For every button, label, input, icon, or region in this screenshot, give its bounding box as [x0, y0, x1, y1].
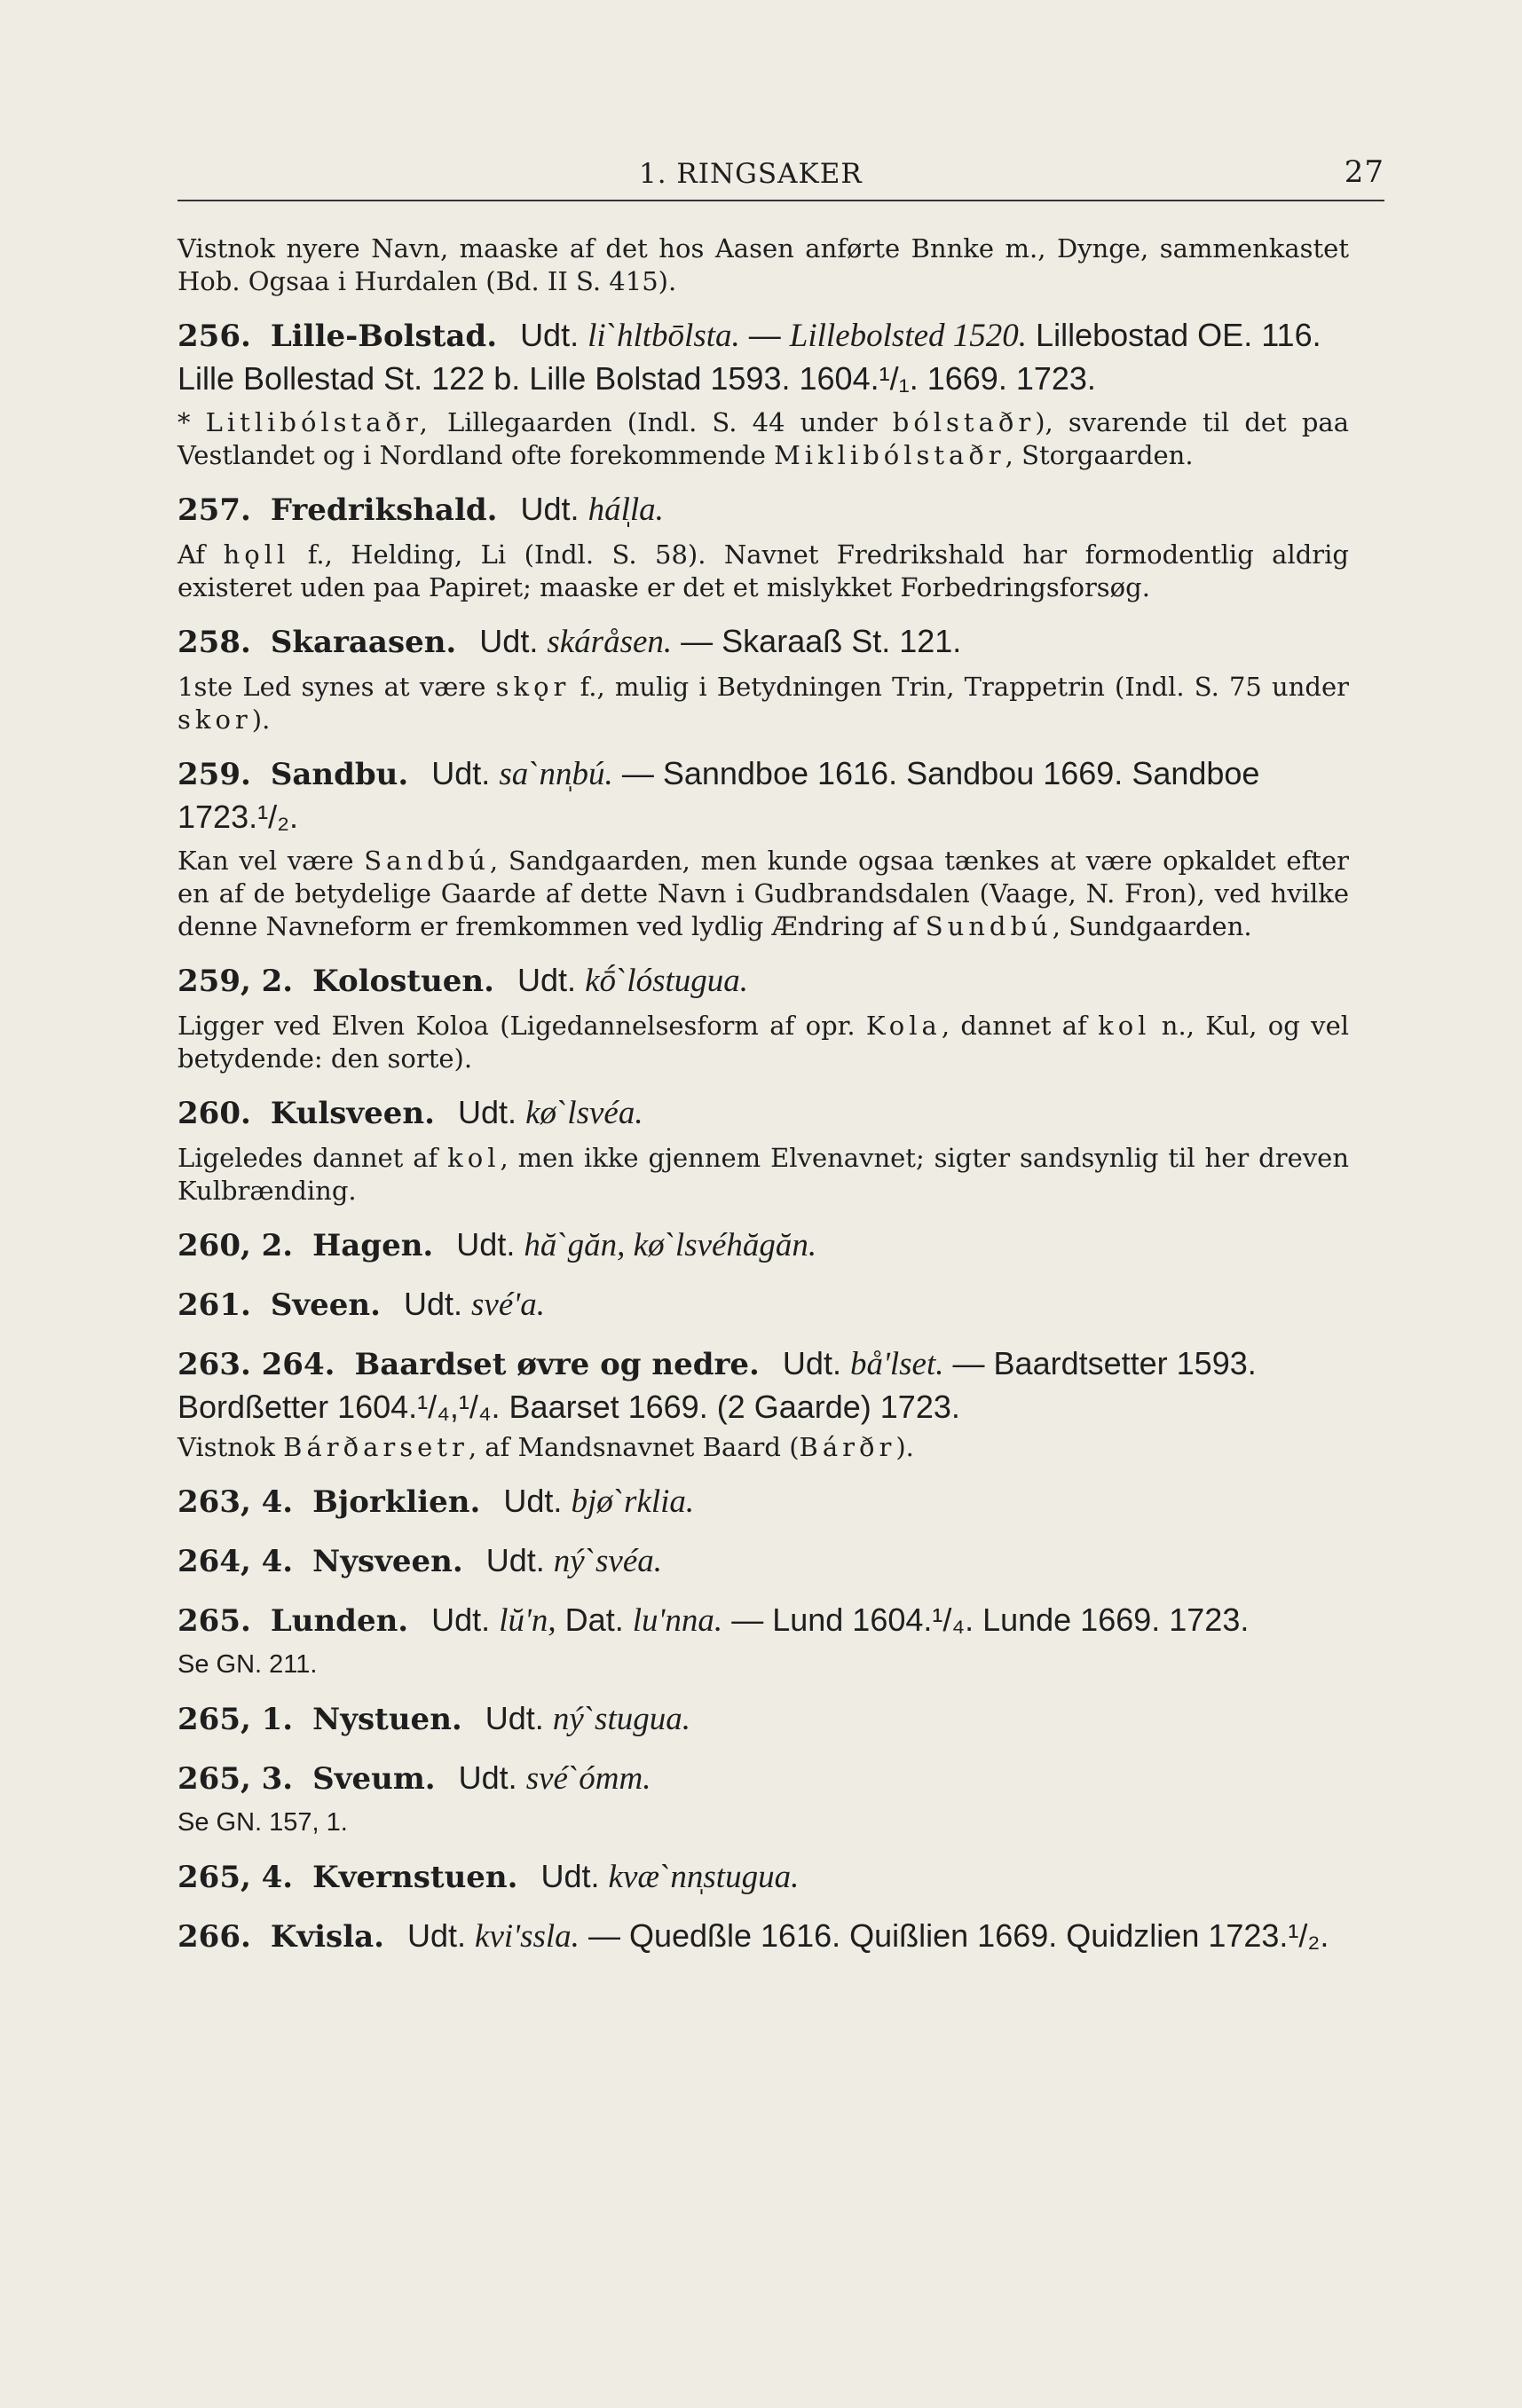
historic-form: Lille Bolstad 1593. [529, 360, 791, 397]
note-text: Vistnok [177, 1432, 284, 1462]
entry-note [177, 539, 1349, 604]
pronunciation: nýˋstugua. [552, 1701, 690, 1737]
entry-note [177, 406, 1349, 472]
entry-number: 258. [177, 625, 251, 660]
old-norse-form: kol [1098, 1011, 1151, 1041]
entry-number: 266. [177, 1919, 251, 1955]
note-text: 1ste Led synes at være [177, 672, 496, 702]
entry-heading [177, 959, 1349, 1003]
page-number: 27 [1344, 154, 1384, 190]
entry-heading [177, 1539, 1349, 1583]
entry-note [177, 845, 1349, 943]
note-text: , men ikke gjennem Elvenavnet; sigter sandsynlig til her dreven Kulbrænding. [177, 1143, 1349, 1206]
historic-forms: Lund 1604.¹/₄. Lunde 1669. 1723. [772, 1601, 1250, 1638]
entry-number: 265, 3. [177, 1761, 294, 1797]
entry-name: Nystuen. [312, 1702, 462, 1737]
header-rule [177, 200, 1384, 201]
entry-heading [177, 1224, 1349, 1267]
historic-ref: 1604.¹/₁. 1669. 1723. [799, 360, 1096, 397]
entry-heading [177, 1855, 1349, 1899]
entry-heading [177, 620, 1349, 664]
entry-number: 263. 264. [177, 1347, 335, 1382]
cross-reference: Se GN. 157, 1. [177, 1808, 348, 1837]
note-text: Lillegaarden (Indl. S. 44 under [431, 407, 893, 437]
historic-forms: Quedßle 1616. Quißlien 1669. Quidzlien 1723.¹/₂. [628, 1917, 1329, 1954]
note-text: Af [177, 539, 224, 570]
pronunciation: skáråsen. [547, 624, 673, 660]
entry-265 [177, 1599, 1349, 1681]
entry-265-3 [177, 1757, 1349, 1839]
entry-heading [177, 1283, 1349, 1326]
entry-note [177, 1142, 1349, 1208]
entry-265-1 [177, 1697, 1349, 1741]
note-text: f., Helding, Li (Indl. S. 58). Navnet Fredrikshald har formodentlig aldrig existeret uden paa Papiret; maaske er det et mislykket Forbedringsforsøg. [177, 539, 1349, 602]
entry-number: 264, 4. [177, 1544, 294, 1579]
entry-number: 263, 4. [177, 1484, 294, 1520]
pronunciation: nýˋsvéa. [553, 1543, 663, 1579]
entry-note [177, 1010, 1349, 1075]
note-text: f., mulig i Betydningen Trin, Trappetrin (Indl. S. 75 under [570, 672, 1349, 702]
pronunciation: bjøˋrklia. [571, 1483, 695, 1520]
pronunciation: svéˋómm. [525, 1760, 651, 1797]
pronunciation: svéʹa. [471, 1287, 545, 1323]
intro-paragraph: Vistnok nyere Navn, maaske af det hos Aasen anførte Bnnke m., Dynge, sammenkastet Hob. Ogsaa i Hurdalen (Bd. II S. 415). [177, 233, 1349, 296]
entry-heading [177, 1342, 1349, 1428]
udt-label: Udt. [458, 1759, 517, 1796]
entry-heading [177, 752, 1349, 838]
old-norse-form: Kola [865, 1011, 942, 1041]
udt-label: Udt. [431, 1601, 491, 1638]
entry-name: Fredrikshald. [270, 492, 498, 528]
entry-name: Nysveen. [312, 1544, 463, 1579]
old-norse-form: skǫr [495, 672, 571, 702]
udt-label: Udt. [403, 1286, 463, 1322]
udt-label: Udt. [485, 1700, 544, 1736]
old-norse-form: Litlibólstaðr, [205, 407, 432, 437]
entry-263-264 [177, 1342, 1349, 1464]
entry-name: Lille-Bolstad. [270, 319, 498, 354]
pronunciation: liˋhltbōlsta. [588, 318, 740, 354]
note-text: , Sandgaarden, men kunde ogsaa tænkes at være opkaldet efter en af de betydelige Gaarde af dette Navn i Gudbrandsdalen (Vaage, N. Fron), ved hvilke denne Navneform er fremkommen ved lydlig Ændring af [177, 846, 1349, 941]
dash: — [588, 1917, 620, 1954]
dative-label: Dat. [564, 1601, 624, 1638]
chapter-title: 1. RINGSAKER [639, 158, 863, 190]
entry-number: 256. [177, 319, 251, 354]
entry-number: 259. [177, 757, 251, 792]
entry-name: Baardset øvre og nedre. [354, 1347, 760, 1382]
entry-265-4 [177, 1855, 1349, 1899]
entry-name: Skaraasen. [270, 625, 457, 660]
note-text: , af Mandsnavnet Baard ( [468, 1432, 800, 1462]
entry-heading [177, 1480, 1349, 1523]
entry-note [177, 671, 1349, 736]
entry-name: Sveum. [312, 1761, 436, 1797]
udt-label: Udt. [517, 962, 577, 998]
old-norse-form: kol [447, 1143, 501, 1173]
old-norse-form: Miklibólstaðr [774, 440, 1005, 470]
entry-256 [177, 314, 1349, 472]
entry-number: 260. [177, 1096, 251, 1131]
note-text: Kan vel være [177, 846, 365, 876]
pronunciation: saˋnn̩bú. [499, 756, 613, 792]
old-norse-form: skor [177, 704, 252, 735]
entry-266 [177, 1915, 1349, 1958]
entry-heading [177, 1915, 1349, 1958]
pronunciation-dative: luʹnna. [632, 1602, 723, 1639]
running-header [177, 149, 1384, 193]
entry-name: Kulsveen. [270, 1096, 435, 1131]
entry-name: Sveen. [270, 1287, 381, 1323]
entry-name: Lunden. [270, 1603, 409, 1639]
entry-heading [177, 488, 1349, 531]
entry-260 [177, 1091, 1349, 1208]
entry-258 [177, 620, 1349, 736]
note-text: , Sundgaarden. [1052, 911, 1252, 941]
entry-name: Kolostuen. [312, 964, 494, 999]
entry-number: 257. [177, 492, 251, 528]
udt-label: Udt. [458, 1094, 517, 1130]
note-text: Ligger ved Elven Koloa (Ligedannelsesform af opr. [177, 1011, 866, 1041]
old-norse-form: Sundbú [925, 911, 1053, 941]
historic-form: Skaraaß St. 121. [722, 623, 962, 659]
udt-label: Udt. [503, 1483, 563, 1519]
entry-name: Kvernstuen. [312, 1860, 518, 1895]
entry-name: Sandbu. [270, 757, 409, 792]
note-text: n., Kul, og vel betydende: den sorte). [177, 1011, 1349, 1074]
entry-number: 265, 4. [177, 1860, 294, 1895]
entry-heading [177, 1697, 1349, 1741]
note-text: , Storgaarden. [1005, 440, 1194, 470]
dash: — [952, 1345, 985, 1381]
entry-number: 265. [177, 1603, 251, 1639]
pronunciation: køˋlsvéa. [525, 1095, 643, 1131]
pronunciation: kviʹssla. [475, 1918, 580, 1955]
note-text: ). [895, 1432, 914, 1462]
historic-form: Lille Bollestad St. 122 b. [177, 360, 521, 397]
udt-label: Udt. [540, 1858, 600, 1894]
note-text: Ligeledes dannet af [177, 1143, 448, 1173]
udt-label: Udt. [456, 1226, 516, 1263]
udt-label: Udt. [431, 755, 491, 791]
udt-label: Udt. [782, 1345, 841, 1381]
pronunciation: kvæˋnn̩stugua. [608, 1859, 800, 1895]
old-norse-form: hǫll [223, 539, 290, 570]
pronunciation: lŭʹn, [499, 1602, 556, 1639]
entry-name: Hagen. [312, 1228, 434, 1263]
entry-257 [177, 488, 1349, 604]
entry-259-2 [177, 959, 1349, 1075]
old-norse-form: Sandbú [364, 846, 490, 876]
dash: — [748, 317, 781, 353]
entry-heading [177, 1091, 1349, 1135]
entry-heading [177, 1599, 1349, 1642]
entry-264-4 [177, 1539, 1349, 1583]
entry-note [177, 1431, 1349, 1464]
entry-number: 260, 2. [177, 1228, 294, 1263]
page-body [177, 232, 1349, 1958]
entry-259 [177, 752, 1349, 943]
entry-number: 261. [177, 1287, 251, 1323]
pronunciation: hál̩la. [588, 492, 664, 528]
udt-label: Udt. [520, 317, 580, 353]
udt-label: Udt. [520, 491, 580, 527]
entry-number: 259, 2. [177, 964, 294, 999]
historic-ref: Lillebostad OE. 116. [1036, 317, 1321, 353]
entry-heading [177, 1757, 1349, 1800]
udt-label: Udt. [407, 1917, 467, 1954]
entry-name: Kvisla. [270, 1919, 384, 1955]
dash: — [681, 623, 714, 659]
entry-263-4 [177, 1480, 1349, 1523]
note-text: ). [251, 704, 271, 735]
cross-reference: Se GN. 211. [177, 1650, 318, 1679]
old-norse-form: Bárðr [799, 1432, 896, 1462]
historic-forms: Baardtsetter 1593. Bordßetter 1604.¹/₄,¹/₄. Baarset 1669. (2 Gaarde) 1723. [177, 1345, 1257, 1425]
pronunciation: kṓˋlóstugua. [585, 963, 749, 999]
note-text: ), svarende til det paa Vestlandet og i Nordland ofte forekommende [177, 407, 1349, 470]
entry-heading [177, 314, 1349, 399]
note-text: * [177, 407, 206, 437]
dash: — [731, 1601, 764, 1638]
entry-260-2 [177, 1224, 1349, 1267]
entry-number: 265, 1. [177, 1702, 294, 1737]
udt-label: Udt. [485, 1542, 545, 1578]
entry-261 [177, 1283, 1349, 1326]
historic-form: Lillebolsted 1520. [789, 318, 1028, 354]
old-norse-form: Bárðarsetr [283, 1432, 469, 1462]
entry-name: Bjorklien. [312, 1484, 481, 1520]
historic-forms: Sanndboe 1616. Sandbou 1669. Sandboe 1723.¹/₂. [177, 755, 1260, 835]
udt-label: Udt. [479, 623, 539, 659]
dash: — [621, 755, 654, 791]
note-text: , dannet af [941, 1011, 1099, 1041]
pronunciation: båʹlset. [849, 1346, 944, 1382]
pronunciation: hăˋgăn, køˋlsvéhăgăn. [524, 1227, 817, 1263]
old-norse-form: bólstaðr [892, 407, 1036, 437]
